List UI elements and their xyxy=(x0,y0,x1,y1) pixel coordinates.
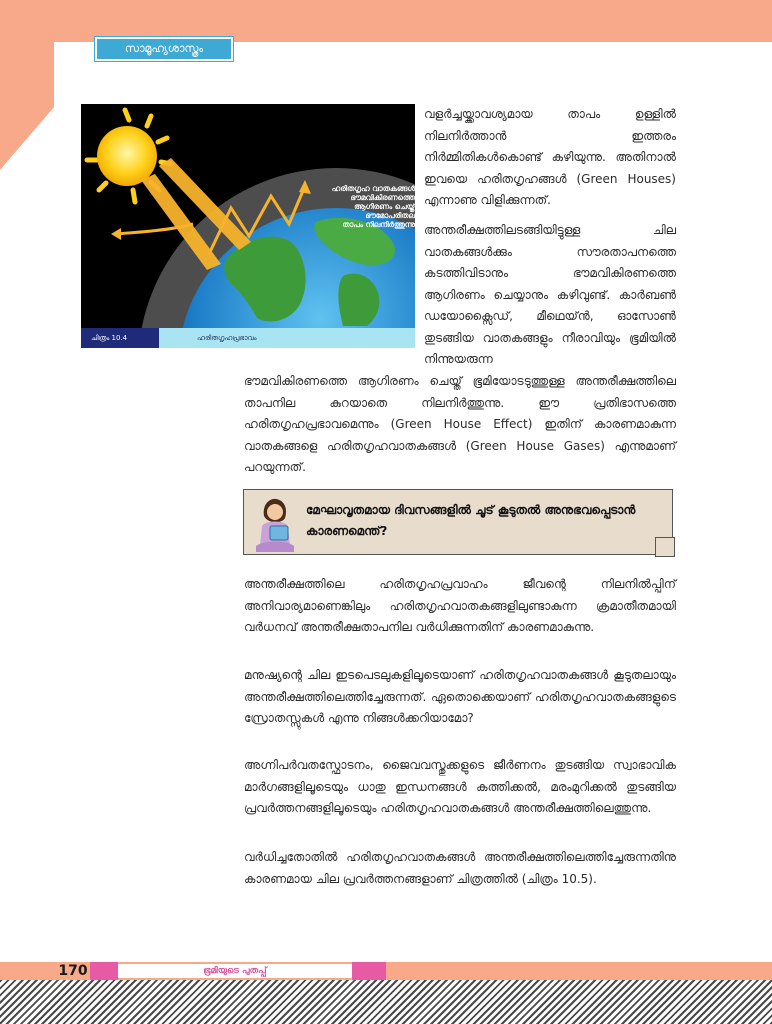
question-corner-box xyxy=(655,537,675,557)
side-decor-band xyxy=(0,0,54,170)
figure-title: ഹരിതഗൃഹപ്രഭാവം xyxy=(197,334,257,342)
footer-pink-marker xyxy=(352,962,386,980)
hatched-footer-pattern xyxy=(0,980,772,1024)
question-box xyxy=(243,489,673,555)
paragraph-gases: അന്തരീക്ഷത്തിലടങ്ങിയിട്ടുള്ള ചില വാതകങ്ങൾക്കും സൗരതാപനത്തെ കടത്തിവിടാനും ഭൗമവികിരണത്തെ ആഗിരണം ചെയ്യാനും കഴിവുണ്ട്. കാർബൺ ഡയോക്സൈഡ്, മീഥെയ്ൻ, ഓസോൺ തുടങ്ങിയ വാതകങ്ങളും നീരാവിയും ഭൂമിയിൽ നിന്നുയരുന്ന xyxy=(424,223,676,366)
paragraph-1: അന്തരീക്ഷത്തിലെ ഹരിതഗൃഹപ്രവാഹം ജീവന്റെ നിലനിൽപ്പിന് അനിവാര്യമാണെങ്കിലും ഹരിതഗൃഹവാതകങ്ങളിലുണ്ടാകുന്ന ക്രമാതീതമായി വർധനവ് അന്തരീക്ഷതാപനില വർധിക്കുന്നതിന് കാരണമാകുന്നു. xyxy=(244,577,676,634)
figure-caption xyxy=(81,328,415,348)
footer-pink-marker xyxy=(90,962,118,980)
section-label: സാമൂഹ്യശാസ്ത്രം xyxy=(95,37,233,61)
top-decor-band xyxy=(0,0,772,42)
question-text: മേഘാവൃതമായ ദിവസങ്ങളിൽ ചൂട് കൂടുതൽ അനുഭവപ്പെടാൻ കാരണമെന്ത്? xyxy=(306,503,636,538)
figure-annotation: ഹരിതഗൃഹ വാതകങ്ങൾ ഭൗമവികിരണത്തെ ആഗിരണം ചെയ്ത് ഭൗമോപരിതല താപം നിലനിർത്തുന്നു xyxy=(331,184,415,229)
paragraph-intro: വളർച്ചയ്ക്കാവശ്യമായ താപം ഉള്ളിൽ നിലനിർത്താൻ ഇത്തരം നിർമ്മിതികൾകൊണ്ട് കഴിയുന്നു. അതിനാൽ ഇവയെ ഹരിതഗൃഹങ്ങൾ (Green Houses) എന്നാണു വിളിക്കുന്നത്. xyxy=(424,107,676,207)
paragraph-2: മനുഷ്യന്റെ ചില ഇടപെടലുകളിലൂടെയാണ് ഹരിതഗൃഹവാതകങ്ങൾ കൂടുതലായും അന്തരീക്ഷത്തിലെത്തിച്ചേരുന്നത്. ഏതൊക്കെയാണ് ഹരിതഗൃഹവാതകങ്ങളുടെ സ്രോതസ്സുകൾ എന്നു നിങ്ങൾക്കറിയാമോ? xyxy=(244,668,676,725)
paragraph-gases-continued: ഭൗമവികിരണത്തെ ആഗിരണം ചെയ്ത് ഭൂമിയോടടുത്തുള്ള അന്തരീക്ഷത്തിലെ താപനില കുറയാതെ നിലനിർത്തുന്നു. ഈ പ്രതിഭാസത്തെ ഹരിതഗൃഹപ്രഭാവമെന്നും (Green House Effect) ഇതിന് കാരണമാകുന്ന വാതകങ്ങളെ ഹരിതഗൃഹവാതകങ്ങൾ (Green House Gases) എന്നുമാണ് പറയുന്നത്. xyxy=(244,374,676,474)
paragraph-4: വർധിച്ചതോതിൽ ഹരിതഗൃഹവാതകങ്ങൾ അന്തരീക്ഷത്തിലെത്തിച്ചേരുന്നതിനു കാരണമായ ചില പ്രവർത്തനങ്ങളാണ് ചിത്രത്തിൽ (ചിത്രം 10.5). xyxy=(244,850,676,886)
page-number: 170 xyxy=(58,963,88,979)
paragraph-3: അഗ്നിപർവതസ്ഫോടനം, ജൈവവസ്തുക്കളുടെ ജീർണനം തുടങ്ങിയ സ്വാഭാവിക മാർഗങ്ങളിലൂടെയും ധാതു ഇന്ധനങ്ങൾ കത്തിക്കൽ, മരംമുറിക്കൽ തുടങ്ങിയ പ്രവർത്തനങ്ങളിലൂടെയും ഹരിതഗൃഹവാതകങ്ങൾ അന്തരീക്ഷത്തിലെത്തുന്നു. xyxy=(244,758,676,815)
figure-number: ചിത്രം 10.4 xyxy=(81,328,159,348)
greenhouse-effect-figure xyxy=(81,104,415,348)
student-reading-icon xyxy=(252,496,296,552)
chapter-title: ഭൂമിയുടെ പുതപ്പ് xyxy=(203,966,267,976)
